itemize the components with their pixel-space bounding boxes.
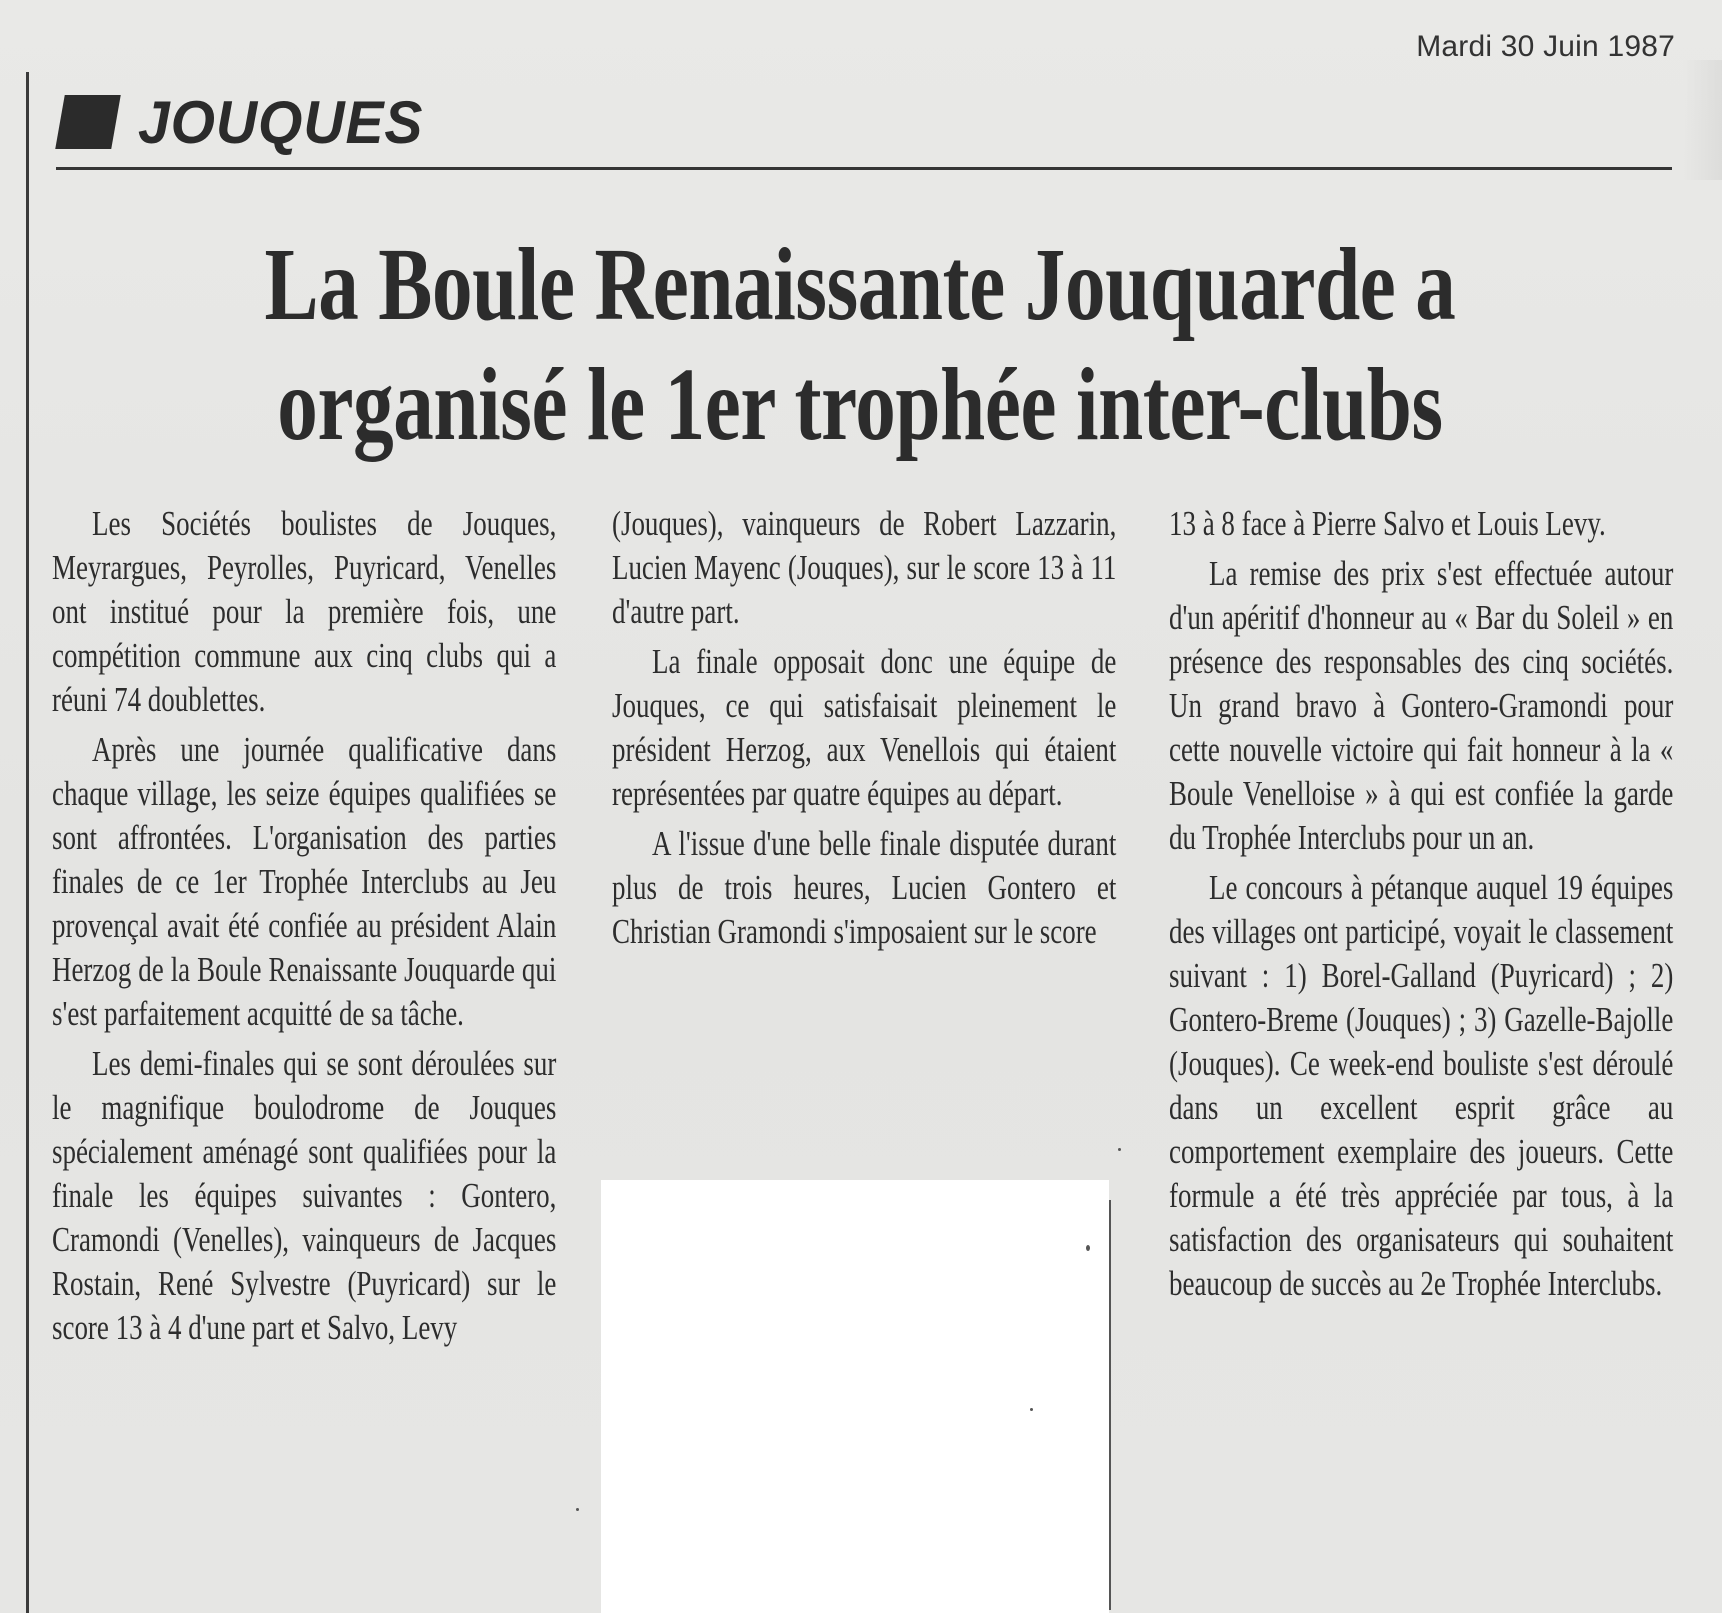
article-headline xyxy=(40,225,1680,465)
paragraph: Après une journée qualificative dans chaque village, les seize équipes qualifiées se sont affrontées. L'organisation des parties finales de ce 1er Trophée Interclubs au Jeu provençal avait été confiée au président Alain Herzog de la Boule Renaissante Jouquarde qui s'est parfaitement acquitté de sa tâche. xyxy=(52,730,557,1033)
section-title: JOUQUES xyxy=(138,88,424,156)
left-column-rule xyxy=(26,72,29,1613)
print-speck xyxy=(1030,1408,1033,1411)
page-edge-shadow xyxy=(1682,60,1722,180)
section-marker-block xyxy=(55,95,121,149)
paragraph: Le concours à pétanque auquel 19 équipes des villages ont participé, voyait le classement suivant : 1) Borel-Galland (Puyricard) ; 2) Gontero-Breme (Jouques) ; 3) Gazelle-Bajolle (Jouques). Ce week-end bouliste s'est déroulé dans un excellent esprit grâce au comportement exemplaire des joueurs. Cette formule a été très appréciée par tous, à la satisfaction des organisateurs qui souhaitent beaucoup de succès au 2e Trophée Interclubs. xyxy=(1169,868,1674,1303)
paragraph: Les demi-finales qui se sont déroulées sur le magnifique boulodrome de Jouques spécialement aménagé sont qualifiées pour la finale les équipes suivantes : Gontero, Cramondi (Venelles), vainqueurs de Jacques Rostain, René Sylvestre (Puyricard) sur le score 13 à 4 d'une part et Salvo, Levy xyxy=(52,1044,557,1347)
photo-placeholder xyxy=(601,1180,1109,1613)
section-divider xyxy=(56,167,1672,170)
publication-date: Mardi 30 Juin 1987 xyxy=(1416,30,1675,63)
print-speck xyxy=(1086,1245,1090,1251)
paragraph: A l'issue d'une belle finale disputée durant plus de trois heures, Lucien Gontero et Christian Gramondi s'imposaient sur le score xyxy=(612,824,1117,951)
paragraph: La remise des prix s'est effectuée autour d'un apéritif d'honneur au « Bar du Soleil » en présence des responsables des cinq sociétés. Un grand bravo à Gontero-Gramondi pour cette nouvelle victoire qui fait honneur à la « Boule Venelloise » à qui est confiée la garde du Trophée Interclubs pour un an. xyxy=(1169,554,1674,857)
paragraph: Les Sociétés boulistes de Jouques, Meyrargues, Peyrolles, Puyricard, Venelles ont institué pour la première fois, une compétition commune aux cinq clubs qui a réuni 74 doublettes. xyxy=(52,504,557,719)
paragraph: 13 à 8 face à Pierre Salvo et Louis Levy. xyxy=(1169,504,1606,543)
paragraph: La finale opposait donc une équipe de Jouques, ce qui satisfaisait pleinement le président Herzog, aux Venellois qui étaient représentées par quatre équipes au départ. xyxy=(612,642,1117,813)
headline-line-2: organisé le 1er trophée inter-clubs xyxy=(277,347,1443,462)
photo-frame-edge xyxy=(1109,1200,1111,1610)
print-speck xyxy=(576,1508,579,1511)
article-column-3 xyxy=(1169,502,1674,1312)
section-header xyxy=(60,82,438,162)
article-column-1 xyxy=(52,502,557,1356)
paragraph: (Jouques), vainqueurs de Robert Lazzarin, Lucien Mayenc (Jouques), sur le score 13 à 11 d'autre part. xyxy=(612,504,1117,631)
article-column-2 xyxy=(612,502,1117,960)
print-speck xyxy=(1118,1148,1121,1151)
headline-line-1: La Boule Renaissante Jouquarde a xyxy=(264,227,1456,342)
